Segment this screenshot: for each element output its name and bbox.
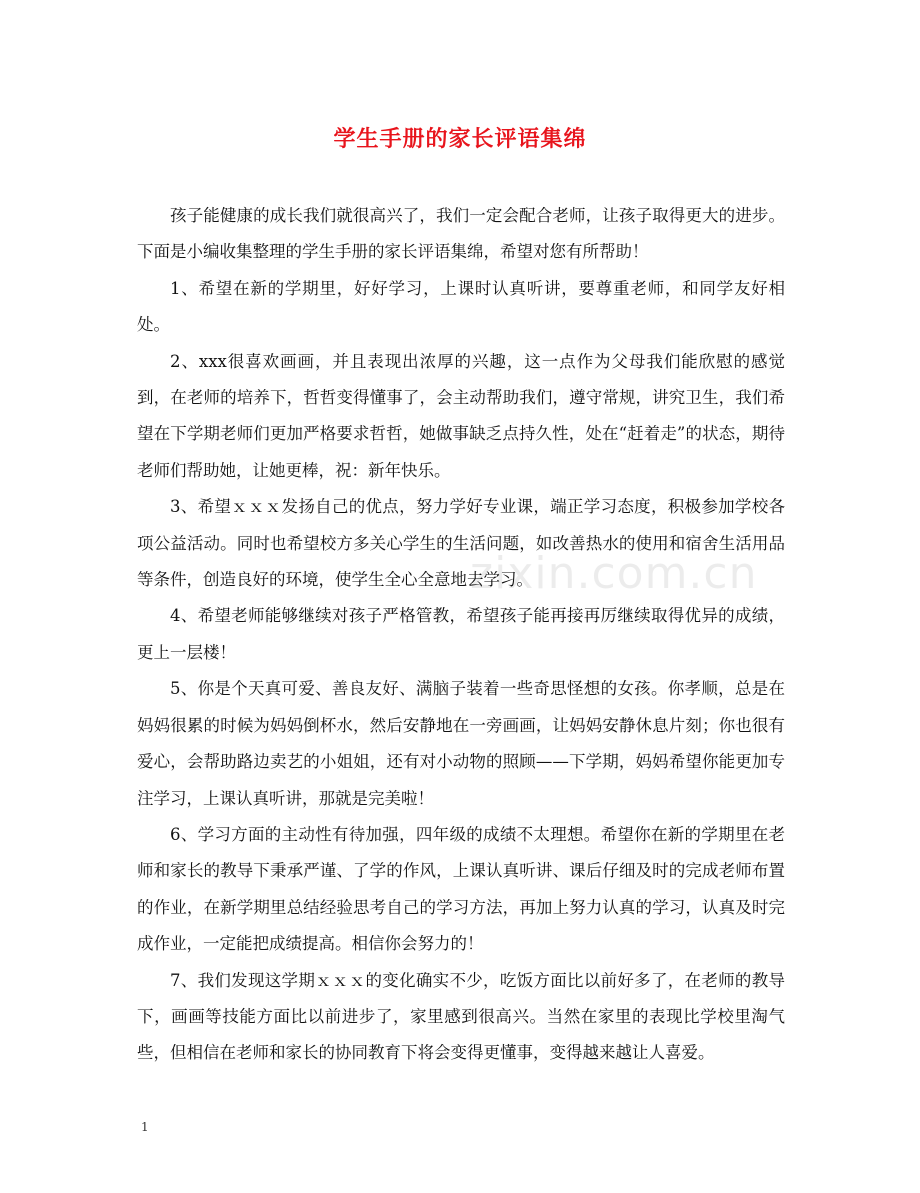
- paragraph-item-6: 6、学习方面的主动性有待加强，四年级的成绩不太理想。希望你在新的学期里在老师和家长的教导下秉承严谨、了学的作风，上课认真听讲、课后仔细及时的完成老师布置的作业，在新学期里总结经验思考自己的学习方法，再加上努力认真的学习，认真及时完成作业，一定能把成绩提高。相信你会努力的！: [137, 824, 785, 954]
- paragraph-item-4: 4、希望老师能够继续对孩子严格管教，希望孩子能再接再厉继续取得优异的成绩，更上一层楼！: [137, 606, 785, 662]
- paragraph-item-1: 1、希望在新的学期里，好好学习，上课时认真听讲，要尊重老师，和同学友好相处。: [137, 278, 785, 335]
- page-number: 1: [141, 1120, 149, 1134]
- paragraph-item-2: 2、xxx很喜欢画画，并且表现出浓厚的兴趣，这一点作为父母我们能欣慰的感觉到，在老师的培养下，哲哲变得懂事了，会主动帮助我们，遵守常规，讲究卫生，我们希望在下学期老师们更加严格要求哲哲，她做事缺乏点持久性，处在“赶着走”的状态，期待老师们帮助她，让她更棒，祝：新年快乐。: [137, 351, 785, 480]
- paragraph-item-5: 5、你是个天真可爱、善良友好、满脑子装着一些奇思怪想的女孩。你孝顺，总是在妈妈很累的时候为妈妈倒杯水，然后安静地在一旁画画，让妈妈安静休息片刻；你也很有爱心，会帮助路边卖艺的小姐姐，还有对小动物的照顾——下学期，妈妈希望你能更加专注学习，上课认真听讲，那就是完美啦！: [137, 679, 785, 808]
- watermark: zixin.com.cn: [470, 548, 758, 599]
- paragraph-item-7: 7、我们发现这学期ｘｘｘ的变化确实不少，吃饭方面比以前好多了，在老师的教导下，画画等技能方面比以前进步了，家里感到很高兴。当然在家里的表现比学校里淘气些，但相信在老师和家长的协同教育下将会变得更懂事，变得越来越让人喜爱。: [137, 970, 785, 1063]
- document-body: [137, 198, 785, 1072]
- paragraph-item-3: 3、希望ｘｘｘ发扬自己的优点，努力学好专业课，端正学习态度，积极参加学校各项公益活动。同时也希望校方多关心学生的生活问题，如改善热水的使用和宿舍生活用品等条件，创造良好的环境，使学生全心全意地去学习。: [137, 497, 785, 590]
- paragraph-intro: 孩子能健康的成长我们就很高兴了，我们一定会配合老师，让孩子取得更大的进步。下面是小编收集整理的学生手册的家长评语集绵，希望对您有所帮助！: [137, 206, 785, 262]
- document-title: 学生手册的家长评语集绵: [333, 126, 587, 152]
